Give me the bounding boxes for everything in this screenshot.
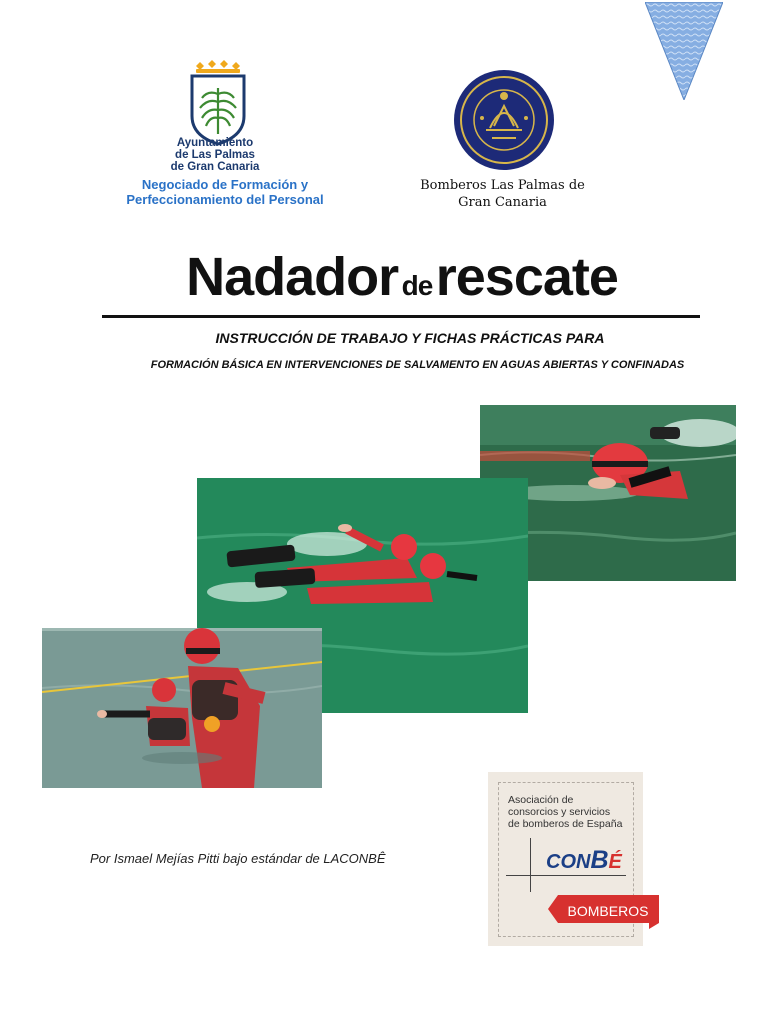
ayuntamiento-line-3: de Gran Canaria [170,161,260,173]
association-line-1: Asociación de [508,794,574,806]
association-line-3: de bomberos de España [508,818,623,830]
bomberos-line-2: Gran Canaria [458,195,547,210]
author-credit: Por Ismael Mejías Pitti bajo estándar de LACONBÊ [90,851,386,866]
conbe-logo-b: B [590,846,609,874]
association-line-2: consorcios y servicios [508,806,611,818]
negociado-line-1: Negociado de Formación y [141,177,309,192]
subtitle: INSTRUCCIÓN DE TRABAJO Y FICHAS PRÁCTICAS PARA [215,330,605,346]
conbe-logo-e: É [608,851,622,873]
description: FORMACIÓN BÁSICA EN INTERVENCIONES DE SALVAMENTO EN AGUAS ABIERTAS Y CONFINADAS [150,359,685,371]
crosshair-vertical-line [530,838,531,892]
ayuntamiento-line-2: de Las Palmas [175,149,255,161]
page-title [100,246,704,308]
rescue-photo-wading-rescuers [42,628,322,788]
conbe-logo [546,846,622,875]
bomberos-label: BOMBEROS [567,903,649,919]
firefighter-badge-icon [450,68,558,172]
bomberos-line-1: Bomberos Las Palmas de [420,178,585,193]
title-underline [102,315,700,318]
crosshair-horizontal-line [506,875,626,876]
negociado-line-2: Perfeccionamiento del Personal [126,192,324,207]
title-word-nadador: Nadador [186,247,399,307]
title-word-de: de [401,270,433,301]
conbe-logo-prefix: CON [546,851,591,873]
blue-pennant-icon [645,2,723,100]
title-word-rescate: rescate [435,247,618,307]
ayuntamiento-line-1: Ayuntamiento [176,137,254,149]
